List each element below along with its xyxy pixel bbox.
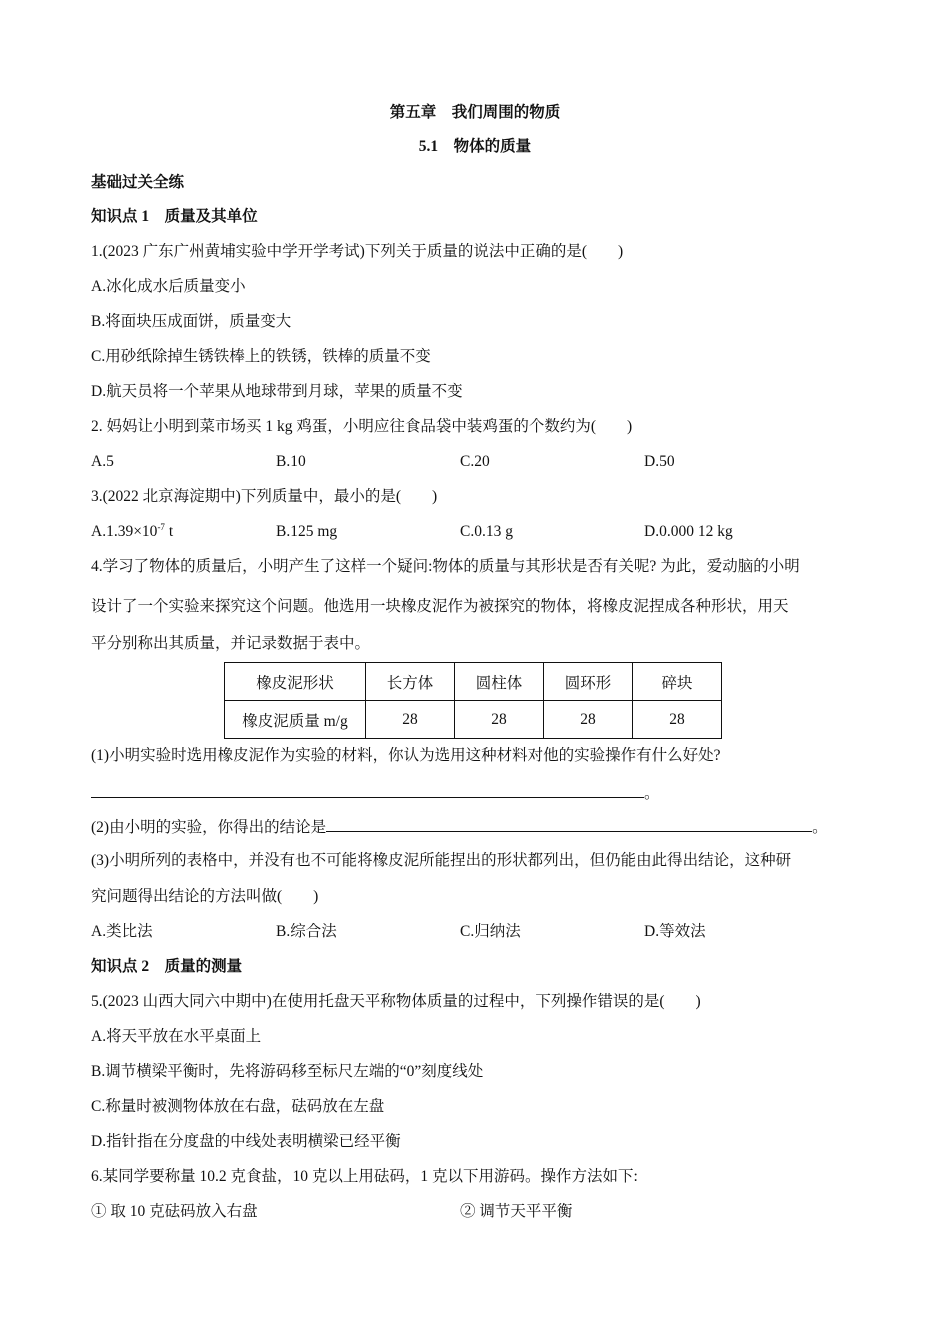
- q6-step-1: ① 取 10 克砝码放入右盘: [91, 1203, 258, 1220]
- q4-option-d: D.等效法: [644, 923, 706, 940]
- table-header-cell: 碎块: [633, 663, 722, 701]
- q4-option-c: C.归纳法: [460, 923, 521, 940]
- clay-mass-table: [224, 662, 722, 739]
- q1-option-b: B.将面块压成面饼，质量变大: [91, 313, 292, 330]
- q4-sub1-answer-line: [91, 782, 660, 804]
- chapter-title: 第五章 我们周围的物质: [389, 104, 561, 121]
- q4-line-3: 平分别称出其质量，并记录数据于表中。: [91, 635, 371, 652]
- q3-option-a: [91, 522, 173, 542]
- q4-line-1: 4.学习了物体的质量后，小明产生了这样一个疑问:物体的质量与其形状是否有关呢? 为此，爱动脑的小明: [91, 558, 800, 575]
- q4-option-a: A.类比法: [91, 923, 153, 940]
- q2-option-a: A.5: [91, 453, 114, 470]
- q2-option-c: C.20: [460, 453, 490, 470]
- q3-option-d: D.0.000 12 kg: [644, 523, 733, 540]
- q6-stem: 6.某同学要称量 10.2 克食盐，10 克以上用砝码，1 克以下用游码。操作方法如下:: [91, 1168, 638, 1185]
- table-cell: 28: [544, 701, 633, 739]
- q5-option-c: C.称量时被测物体放在右盘，砝码放在左盘: [91, 1098, 385, 1115]
- q4-sub2: (2)由小明的实验，你得出的结论是: [91, 819, 327, 836]
- q1-option-d: D.航天员将一个苹果从地球带到月球，苹果的质量不变: [91, 383, 463, 400]
- table-header-row: [225, 663, 722, 701]
- q5-option-d: D.指针指在分度盘的中线处表明横梁已经平衡: [91, 1133, 401, 1150]
- q5-option-a: A.将天平放在水平桌面上: [91, 1028, 262, 1045]
- q5-option-b: B.调节横梁平衡时，先将游码移至标尺左端的“0”刻度线处: [91, 1063, 484, 1080]
- answer-blank[interactable]: [326, 816, 812, 832]
- practice-heading: 基础过关全练: [91, 174, 185, 191]
- q2-stem: 2. 妈妈让小明到菜市场买 1 kg 鸡蛋，小明应往食品袋中装鸡蛋的个数约为( ): [91, 418, 633, 435]
- knowledge-point-1-heading: 知识点 1 质量及其单位: [91, 208, 258, 225]
- q6-step-2: ② 调节天平平衡: [460, 1203, 573, 1220]
- q3-option-a-unit: t: [164, 523, 174, 540]
- q4-sub1: (1)小明实验时选用橡皮泥作为实验的材料，你认为选用这种材料对他的实验操作有什么好处?: [91, 747, 721, 764]
- table-row: [225, 701, 722, 739]
- q1-option-a: A.冰化成水后质量变小: [91, 278, 246, 295]
- knowledge-point-2-heading: 知识点 2 质量的测量: [91, 958, 243, 975]
- table-cell: 橡皮泥质量 m/g: [225, 701, 366, 739]
- q4-sub3-line-2: 究问题得出结论的方法叫做( ): [91, 888, 319, 905]
- q4-sub2-period: 。: [812, 819, 828, 836]
- answer-blank[interactable]: [91, 782, 644, 798]
- table-cell: 28: [455, 701, 544, 739]
- q3-option-a-base: A.1.39×10: [91, 523, 158, 540]
- section-title: 5.1 物体的质量: [418, 138, 532, 155]
- q1-option-c: C.用砂纸除掉生锈铁棒上的铁锈，铁棒的质量不变: [91, 348, 431, 365]
- q4-option-b: B.综合法: [276, 923, 337, 940]
- table-header-cell: 圆环形: [544, 663, 633, 701]
- table-header-cell: 圆柱体: [455, 663, 544, 701]
- q3-option-a-exponent: -7: [157, 522, 165, 532]
- table-header-cell: 橡皮泥形状: [225, 663, 366, 701]
- q4-sub1-period: 。: [644, 785, 660, 802]
- q4-sub3-line-1: (3)小明所列的表格中，并没有也不可能将橡皮泥所能捏出的形状都列出，但仍能由此得出结论，这种研: [91, 852, 792, 869]
- table-cell: 28: [366, 701, 455, 739]
- q3-option-b: B.125 mg: [276, 523, 338, 540]
- q2-option-b: B.10: [276, 453, 306, 470]
- q3-option-c: C.0.13 g: [460, 523, 513, 540]
- q2-option-d: D.50: [644, 453, 675, 470]
- q4-line-2: 设计了一个实验来探究这个问题。他选用一块橡皮泥作为被探究的物体，将橡皮泥捏成各种形状，用天: [91, 598, 789, 615]
- q4-sub2-line: [91, 816, 828, 838]
- table-cell: 28: [633, 701, 722, 739]
- table-header-cell: 长方体: [366, 663, 455, 701]
- q1-stem: 1.(2023 广东广州黄埔实验中学开学考试)下列关于质量的说法中正确的是( ): [91, 243, 624, 260]
- q3-stem: 3.(2022 北京海淀期中)下列质量中，最小的是( ): [91, 488, 438, 505]
- q5-stem: 5.(2023 山西大同六中期中)在使用托盘天平称物体质量的过程中，下列操作错误的是( ): [91, 993, 701, 1010]
